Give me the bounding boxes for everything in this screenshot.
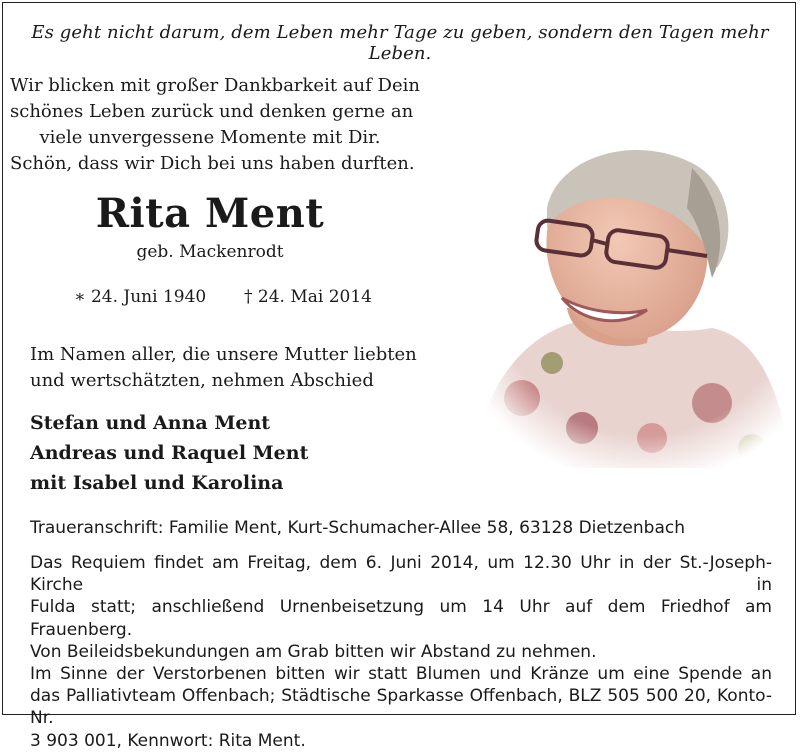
- intro-line: viele unvergessene Momente mit Dir.: [39, 127, 381, 148]
- birth-date: ∗ 24. Juni 1940: [74, 287, 207, 307]
- birth-name: geb. Mackenrodt: [136, 242, 284, 262]
- family-names: [30, 408, 308, 498]
- deceased-name: Rita Ment: [95, 190, 325, 237]
- notice-line: 3 903 001, Kennwort: Rita Ment.: [30, 730, 306, 751]
- family-line: Andreas und Raquel Ment: [30, 442, 309, 464]
- intro-line: Schön, dass wir Dich bei uns haben durften.: [10, 153, 415, 174]
- farewell-line: Im Namen aller, die unsere Mutter liebten: [30, 344, 417, 365]
- notice-line: Von Beileidsbekundungen am Grab bitten wir Abstand zu nehmen.: [30, 641, 597, 662]
- family-line: Stefan und Anna Ment: [30, 412, 271, 434]
- notice-line: Fulda statt; anschließend Urnenbeisetzung um 14 Uhr auf dem Friedhof am Frauenberg.: [30, 597, 772, 640]
- motto-quote: Es geht nicht darum, dem Leben mehr Tage zu geben, sondern den Tagen mehr Leben.: [31, 22, 769, 64]
- farewell-text: [30, 342, 417, 394]
- portrait-photo: [462, 138, 792, 468]
- funeral-notice: [30, 552, 772, 752]
- farewell-line: und wertschätzten, nehmen Abschied: [30, 370, 374, 391]
- death-date: † 24. Mai 2014: [244, 287, 372, 307]
- intro-line: schönes Leben zurück und denken gerne an: [10, 101, 414, 122]
- mourning-address: Traueranschrift: Familie Ment, Kurt-Schumacher-Allee 58, 63128 Dietzenbach: [30, 518, 685, 538]
- intro-text: [10, 73, 420, 177]
- notice-line: das Palliativteam Offenbach; Städtische Sparkasse Offenbach, BLZ 505 500 20, Konto-Nr.: [30, 686, 772, 729]
- notice-line: Das Requiem findet am Freitag, dem 6. Juni 2014, um 12.30 Uhr in der St.-Joseph-Kirche in: [30, 553, 772, 596]
- intro-line: Wir blicken mit großer Dankbarkeit auf Dein: [10, 75, 420, 96]
- notice-line: Im Sinne der Verstorbenen bitten wir statt Blumen und Kränze um eine Spende an: [30, 664, 772, 685]
- family-line: mit Isabel und Karolina: [30, 472, 284, 494]
